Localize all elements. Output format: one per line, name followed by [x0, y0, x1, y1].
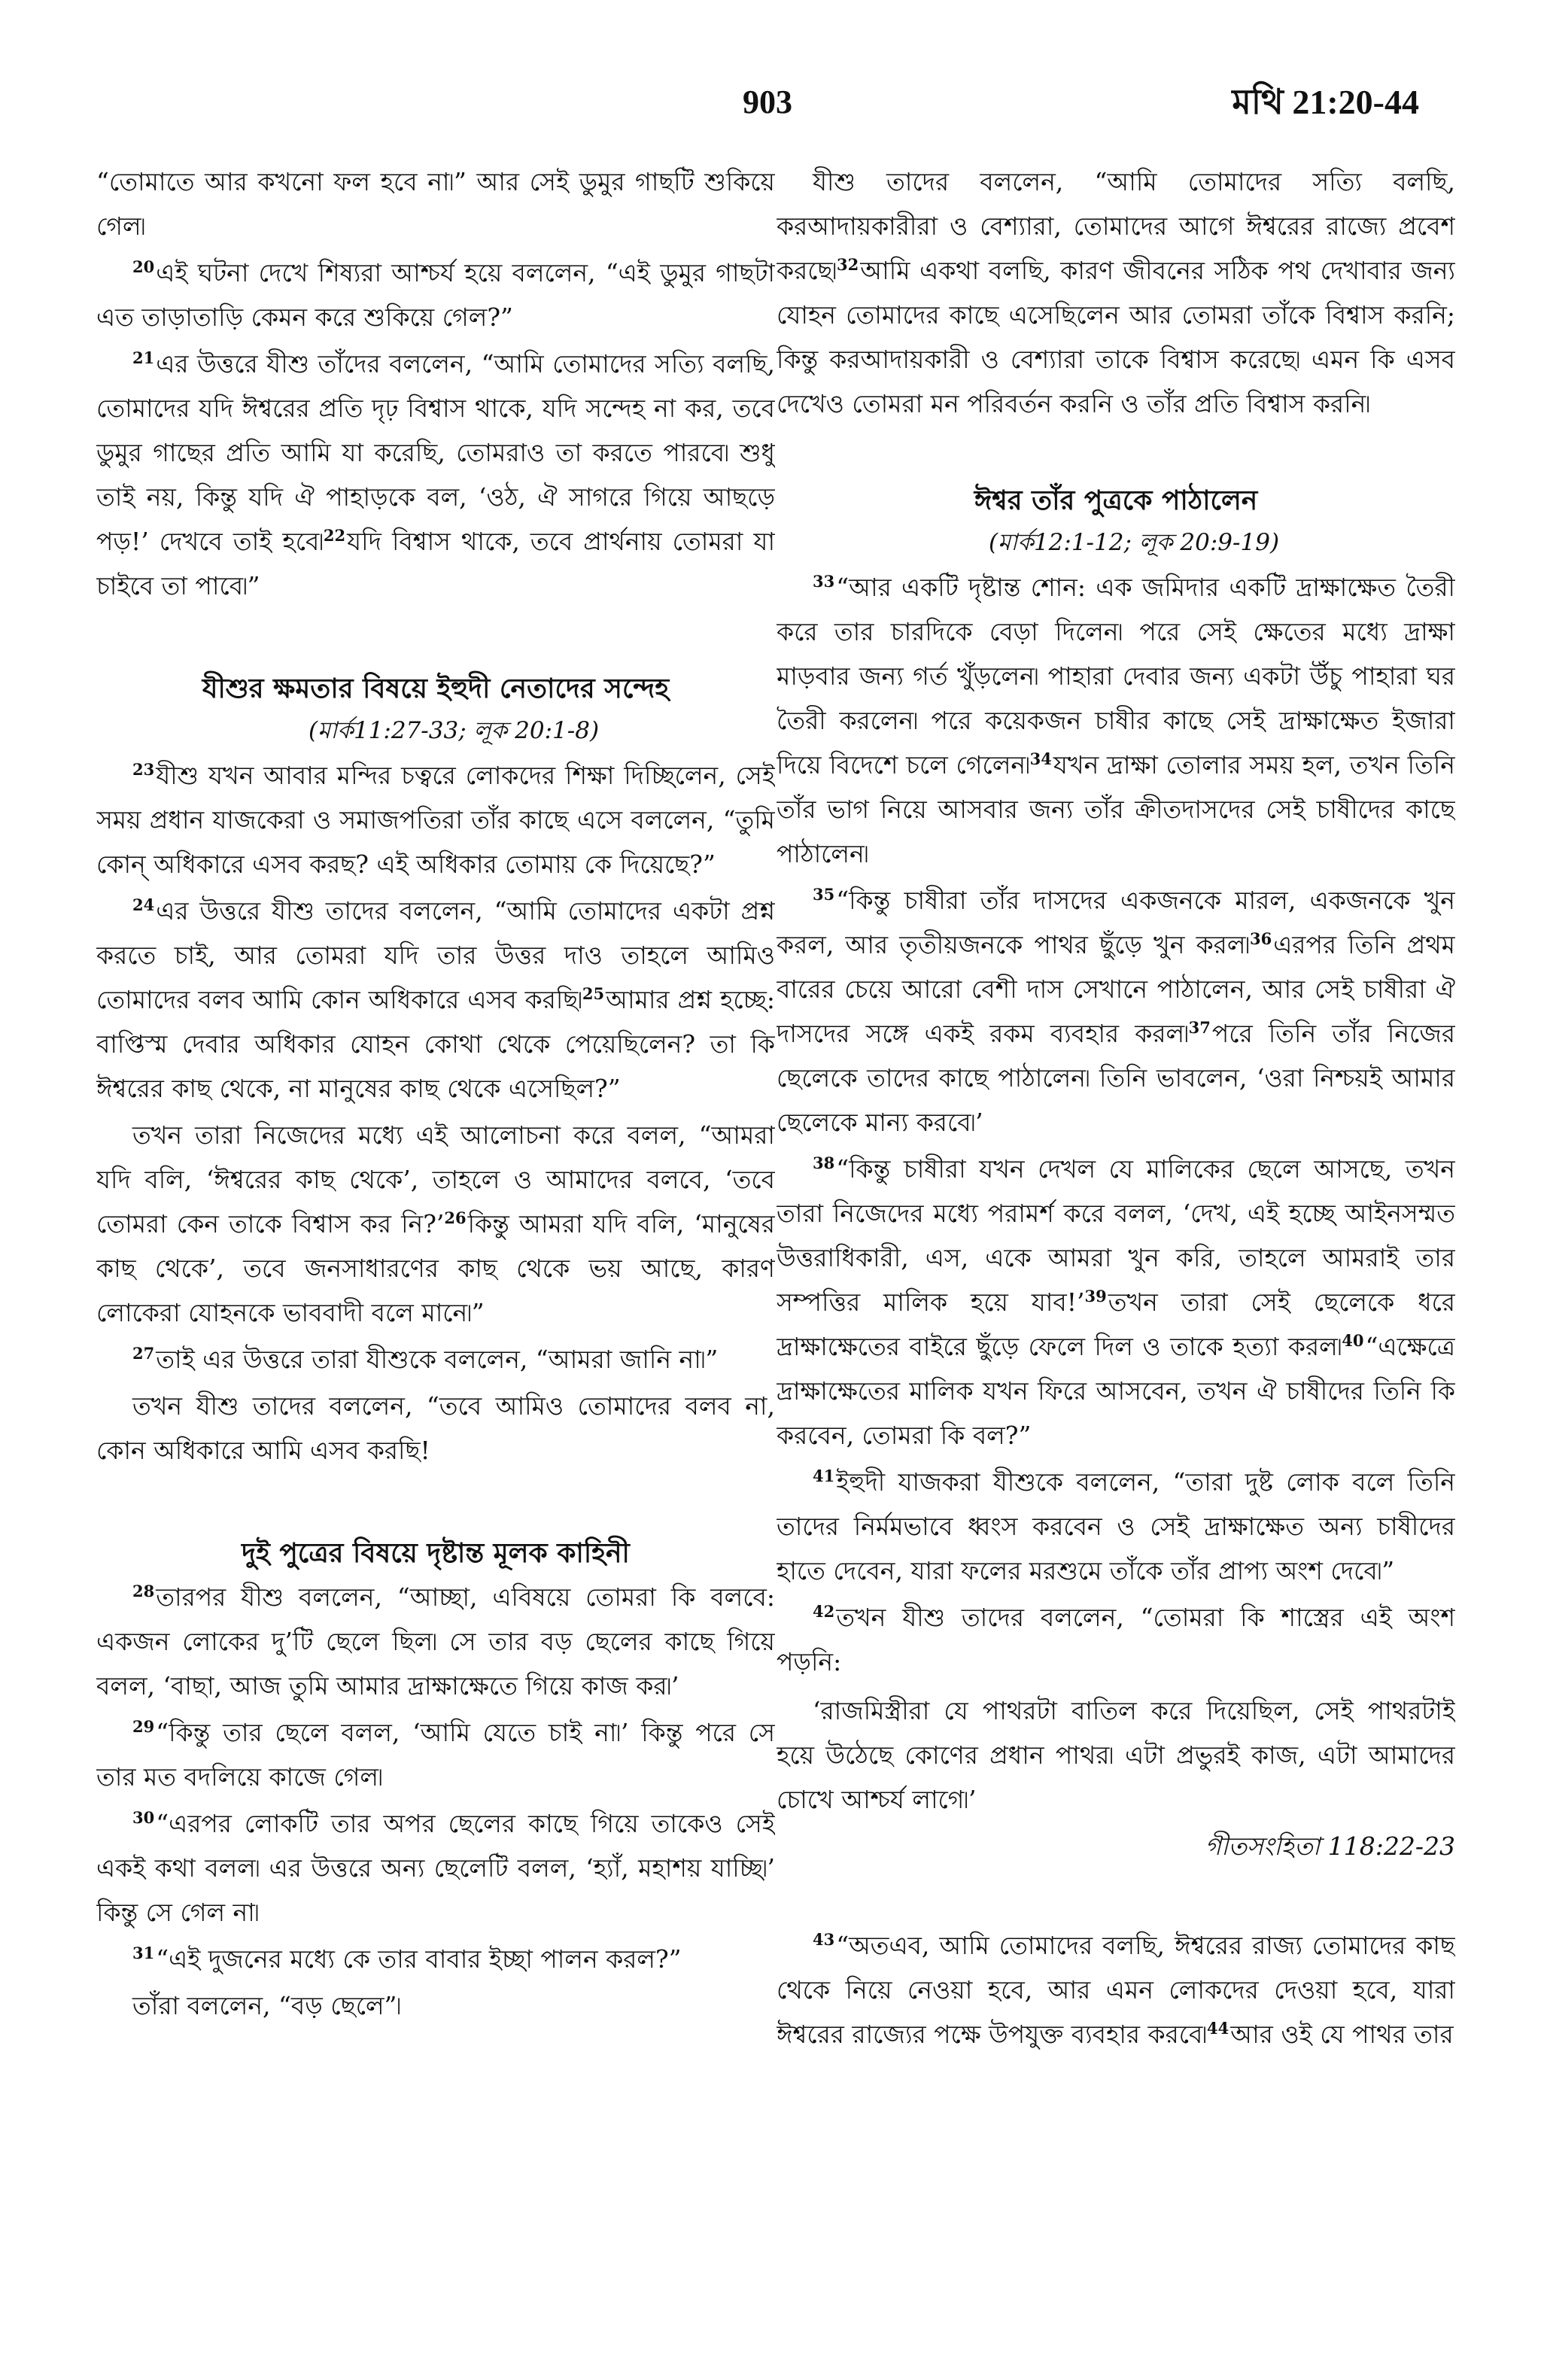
verse-text: তাঁরা বললেন, “বড় ছেলে”৷ — [132, 1991, 401, 2020]
cross-reference: (মার্ক11:27-33; লূক 20:1-8) — [308, 717, 600, 744]
verse-text: আমি একথা বলছি, কারণ জীবনের সঠিক পথ দেখাবার জন্য যোহন তোমাদের কাছে এসেছিলেন আর তোমরা তাঁকে বিশ্বাস করনি; কিন্তু করআদায়কারী ও বেশ্যারা তাকে বিশ্বাস করেছে৷ এমন কি এসব দেখেও তোমরা মন পরিবর্তন করনি ও তাঁর প্রতি বিশ্বাস করনি৷ — [777, 256, 1455, 418]
verse-paragraph — [96, 1575, 775, 1708]
verse-paragraph — [96, 753, 775, 886]
verse-number: 44 — [1206, 2019, 1229, 2038]
verse-number: 23 — [132, 760, 155, 779]
verse-text: “এক্ষেত্রে দ্রাক্ষাক্ষেতের মালিক যখন ফিরে আসবেন, তখন ঐ চাষীদের তিনি কি করবেন, তোমরা কি বল?” — [777, 1332, 1455, 1450]
verse-paragraph — [777, 1460, 1455, 1593]
verse-number: 25 — [582, 984, 605, 1003]
verse-paragraph — [96, 1937, 775, 1981]
verse-paragraph — [777, 1147, 1455, 1457]
verse-text: যখন দ্রাক্ষা তোলার সময় হল, তখন তিনি তাঁর ভাগ নিয়ে আসবার জন্য তাঁর ক্রীতদাসদের সেই চাষীদের কাছে পাঠালেন৷ — [777, 750, 1455, 868]
verse-text: আমার প্রশ্ন হচ্ছে: বাপ্তিস্ম দেবার অধিকার যোহন কোথা থেকে পেয়েছিলেন? তা কি ঈশ্বরের কাছ থেকে, না মানুষের কাছ থেকে এসেছিল?” — [96, 985, 775, 1103]
verse-number: 43 — [813, 1930, 835, 1949]
verse-number: 27 — [132, 1344, 155, 1363]
verse-text: যদি বিশ্বাস থাকে, তবে প্রার্থনায় তোমরা যা চাইবে তা পাবে৷” — [96, 527, 775, 600]
verse-paragraph — [96, 1801, 775, 1935]
verse-text: তখন যীশু তাদের বললেন, “তোমরা কি শাস্ত্রের এই অংশ পড়নি: — [777, 1603, 1455, 1676]
verse-paragraph — [777, 878, 1455, 1144]
verse-text: আর ওই যে পাথর তার — [1230, 2020, 1454, 2049]
section-heading: দুই পুত্রের বিষয়ে দৃষ্টান্ত মূলক কাহিনী — [242, 1537, 630, 1569]
verse-number: 30 — [132, 1808, 155, 1827]
verse-paragraph — [96, 160, 775, 248]
verse-text: “আর একটি দৃষ্টান্ত শোন: এক জমিদার একটি দ্রাক্ষাক্ষেত তৈরী করে তার চারদিকে বেড়া দিলেন৷ পরে সেই ক্ষেতের মধ্যে দ্রাক্ষা মাড়বার জন্য গর্ত খুঁড়লেন৷ পাহারা দেবার জন্য একটা উঁচু পাহারা ঘর তৈরী করলেন৷ পরে কয়েকজন চাষীর কাছে সেই দ্রাক্ষাক্ষেত ইজারা দিয়ে বিদেশে চলে গেলেন৷ — [777, 573, 1455, 780]
verse-number: 40 — [1342, 1331, 1364, 1350]
verse-paragraph — [777, 1595, 1455, 1684]
verse-paragraph — [96, 342, 775, 608]
verse-paragraph — [96, 1337, 775, 1381]
verse-number: 41 — [813, 1467, 835, 1485]
verse-text: ‘রাজমিস্ত্রীরা যে পাথরটা বাতিল করে দিয়েছিল, সেই পাথরটাই হয়ে উঠেছে কোণের প্রধান পাথর৷ এটা প্রভুরই কাজ, এটা আমাদের চোখে আশ্চর্য লাগে৷’ — [777, 1696, 1455, 1814]
verse-number: 29 — [132, 1717, 155, 1736]
verse-number: 34 — [1029, 749, 1052, 768]
verse-text: “এরপর লোকটি তার অপর ছেলের কাছে গিয়ে তাকেও সেই একই কথা বলল৷ এর উত্তরে অন্য ছেলেটি বলল, ‘হ্যাঁ, মহাশয় যাচ্ছি৷’ কিন্তু সে গেল না৷ — [96, 1809, 775, 1927]
section-heading: ঈশ্বর তাঁর পুত্রকে পাঠালেন — [974, 485, 1258, 516]
verse-text: “কিন্তু তার ছেলে বলল, ‘আমি যেতে চাই না৷’ কিন্তু পরে সে তার মত বদলিয়ে কাজে গেল৷ — [96, 1718, 775, 1792]
verse-paragraph — [777, 565, 1455, 876]
left-column — [96, 160, 775, 2342]
verse-number: 37 — [1188, 1018, 1211, 1037]
verse-text: “অতএব, আমি তোমাদের বলছি, ঈশ্বরের রাজ্য তোমাদের কাছ থেকে নিয়ে নেওয়া হবে, আর এমন লোকদের দেওয়া হবে, যারা ঈশ্বরের রাজ্যের পক্ষে উপযুক্ত ব্যবহার করবে৷ — [777, 1931, 1455, 2049]
verse-text: “তোমাতে আর কখনো ফল হবে না৷” আর সেই ডুমুর গাছটি শুকিয়ে গেল৷ — [96, 167, 775, 241]
verse-number: 33 — [813, 572, 835, 591]
verse-text: ইহুদী যাজকরা যীশুকে বললেন, “তারা দুষ্ট লোক বলে তিনি তাদের নির্মমভাবে ধ্বংস করবেন ও সেই দ্রাক্ষাক্ষেত অন্য চাষীদের হাতে দেবেন, যারা ফলের মরশুমে তাঁকে তাঁর প্রাপ্য অংশ দেবে৷” — [777, 1467, 1455, 1585]
verse-text: এই ঘটনা দেখে শিষ্যরা আশ্চর্য হয়ে বললেন, “এই ডুমুর গাছটা এত তাড়াতাড়ি কেমন করে শুকিয়ে গেল?” — [96, 258, 775, 332]
cross-reference: (মার্ক12:1-12; লূক 20:9-19) — [988, 529, 1280, 556]
verse-text: কিন্তু আমরা যদি বলি, ‘মানুষের কাছ থেকে’, তবে জনসাধারণের কাছ থেকে ভয় আছে, কারণ লোকেরা যোহনকে ভাববাদী বলে মানে৷” — [96, 1209, 775, 1327]
verse-number: 35 — [813, 885, 835, 904]
page-number: 903 — [743, 84, 792, 120]
verse-text: যীশু তাদের বললেন, “আমি তোমাদের সত্যি বলছি, করআদায়কারীরা ও বেশ্যারা, তোমাদের আগে ঈশ্বরের রাজ্যে প্রবেশ করছে৷ — [777, 167, 1455, 285]
verse-number: 26 — [444, 1208, 467, 1227]
scripture-quote — [777, 1688, 1455, 1822]
verse-paragraph — [96, 1983, 775, 2028]
verse-number: 32 — [837, 255, 859, 274]
verse-number: 38 — [813, 1154, 835, 1172]
verse-text: তখন তারা সেই ছেলেকে ধরে দ্রাক্ষাক্ষেতের বাইরে ছুঁড়ে ফেলে দিল ও তাকে হত্যা করল৷ — [777, 1287, 1455, 1361]
verse-number: 36 — [1249, 929, 1272, 948]
verse-text: পরে তিনি তাঁর নিজের ছেলেকে তাদের কাছে পাঠালেন৷ তিনি ভাবলেন, ‘ওরা নিশ্চয়ই আমার ছেলেকে মান্য করবে৷’ — [777, 1019, 1455, 1137]
verse-paragraph — [96, 1710, 775, 1799]
verse-paragraph — [96, 1113, 775, 1335]
verse-text: যীশু যখন আবার মন্দির চত্বরে লোকদের শিক্ষা দিচ্ছিলেন, সেই সময় প্রধান যাজকেরা ও সমাজপতিরা তাঁর কাছে এসে বললেন, “তুমি কোন্ অধিকারে এসব করছ? এই অধিকার তোমায় কে দিয়েছে?” — [96, 761, 775, 879]
verse-number: 28 — [132, 1582, 155, 1600]
verse-number: 22 — [323, 526, 346, 545]
running-head: মথি 21:20-44 — [1232, 83, 1419, 121]
verse-paragraph — [96, 1384, 775, 1473]
verse-number: 20 — [132, 257, 155, 276]
verse-text: তখন তারা নিজেদের মধ্যে এই আলোচনা করে বলল, “আমরা যদি বলি, ‘ঈশ্বরের কাছ থেকে’, তাহলে ও আমাদের বলবে, ‘তবে তোমরা কেন তাকে বিশ্বাস কর নি?’ — [96, 1120, 775, 1239]
verse-number: 24 — [132, 895, 155, 914]
verse-paragraph — [777, 160, 1455, 426]
spacer — [777, 1871, 1455, 1923]
verse-number: 42 — [813, 1602, 835, 1621]
verse-number: 39 — [1084, 1287, 1107, 1306]
verse-paragraph — [96, 889, 775, 1111]
verse-text: তখন যীশু তাদের বললেন, “তবে আমিও তোমাদের বলব না, কোন অধিকারে আমি এসব করছি! — [96, 1391, 775, 1465]
verse-text: তারপর যীশু বললেন, “আচ্ছা, এবিষয়ে তোমরা কি বলবে: একজন লোকের দু’টি ছেলে ছিল৷ সে তার বড় ছেলের কাছে গিয়ে বলল, ‘বাছা, আজ তুমি আমার দ্রাক্ষাক্ষেতে গিয়ে কাজ কর৷’ — [96, 1582, 775, 1701]
verse-number: 31 — [132, 1944, 155, 1962]
verse-paragraph — [777, 1923, 1455, 2056]
verse-paragraph — [96, 251, 775, 339]
right-column — [777, 160, 1455, 2342]
verse-text: “এই দুজনের মধ্যে কে তার বাবার ইচ্ছা পালন করল?” — [156, 1944, 682, 1974]
verse-text: এর উত্তরে যীশু তাঁদের বললেন, “আমি তোমাদের সত্যি বলছি, তোমাদের যদি ঈশ্বরের প্রতি দৃঢ় বিশ্বাস থাকে, যদি সন্দেহ না কর, তবে ডুমুর গাছের প্রতি আমি যা করেছি, তোমরাও তা করতে পারবে৷ শুধু তাই নয়, কিন্তু যদি ঐ পাহাড়কে বল, ‘ওঠ, ঐ সাগরে গিয়ে আছড়ে পড়!’ দেখবে তাই হবে৷ — [96, 349, 775, 556]
verse-text: এরপর তিনি প্রথম বারের চেয়ে আরো বেশী দাস সেখানে পাঠালেন, আর সেই চাষীরা ঐ দাসদের সঙ্গে একই রকম ব্যবহার করল৷ — [777, 930, 1455, 1048]
verse-text: “কিন্তু চাষীরা যখন দেখল যে মালিকের ছেলে আসছে, তখন তারা নিজেদের মধ্যে পরামর্শ করে বলল, ‘দেখ, এই হচ্ছে আইনসম্মত উত্তরাধিকারী, এস, একে আমরা খুন করি, তাহলে আমরাই তার সম্পত্তির মালিক হয়ে যাব!’ — [777, 1154, 1455, 1317]
section-heading: যীশুর ক্ষমতার বিষয়ে ইহুদী নেতাদের সন্দেহ — [202, 673, 670, 704]
verse-text: “কিন্তু চাষীরা তাঁর দাসদের একজনকে মারল, একজনকে খুন করল, আর তৃতীয়জনকে পাথর ছুঁড়ে খুন করল৷ — [777, 886, 1455, 959]
verse-number: 21 — [132, 348, 155, 367]
quote-citation: গীতসংহিতা 118:22-23 — [1205, 1831, 1455, 1861]
verse-text: তাই এর উত্তরে তারা যীশুকে বললেন, “আমরা জানি না৷” — [156, 1345, 719, 1374]
verse-text: এর উত্তরে যীশু তাদের বললেন, “আমি তোমাদের একটা প্রশ্ন করতে চাই, আর তোমরা যদি তার উত্তর দাও তাহলে আমিও তোমাদের বলব আমি কোন অধিকারে এসব করছি৷ — [96, 896, 775, 1014]
